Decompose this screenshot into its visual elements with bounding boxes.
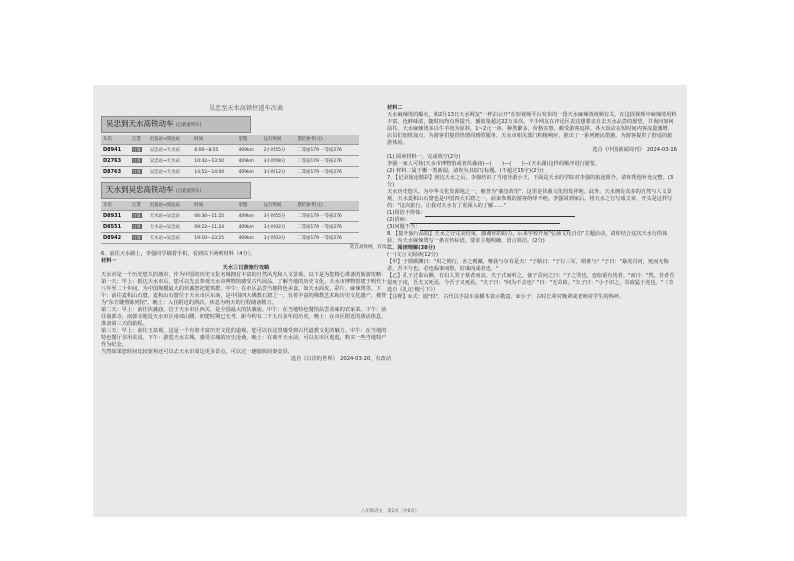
material-1-title: 天水三日游旅行攻略 [222, 265, 270, 271]
material-2-paragraph: 天水麻辣烫的爆火，和2月13日天水网友"一杯泊云开"在短视频平台发布的一段天水麻辣烫视频有关。在这段视频中麻辣烫用料丰富，色鲜味浓，随时间均有所提升，播放量超过22万多次，不少网友在评论区表达想要亲自去天水品尝的愿望，并询问如何前往。天水麻辣烫多以牛羊肉为原料，1~2元一串，种类繁多，价格实惠，颇受游客追捧。各大饭店在短时间内客流量激增，店员们加班加点，为游客们提供热情周到的服务。天水市相关部门积极响应，推出了一系列便民措施，为游客提供了舒适的旅游体验。 [387, 112, 677, 146]
passage-b: 【乙】孔子过泰山侧，有妇人哭于墓者而哀。夫子式而听之，使子贡问之曰："子之哭也，壹似重有忧者。"而曰："然。昔者吾舅死于虎，吾夫又死焉，今吾子又死焉。"夫子曰："何为不去也？"曰："无苛政。"夫子曰："小子识之，苛政猛于虎也。"（节选自《礼记·檀弓下》） [387, 273, 675, 293]
ticket-tag: 订票 [132, 224, 141, 229]
duration: 3小时03分 [262, 233, 296, 244]
route: 天水站→吴忠站 [148, 222, 193, 233]
price: 二等座179 一等座276 [295, 233, 359, 244]
timetable-section-b-banner [101, 182, 251, 199]
section-a-subtitle: (自新道列车) [175, 123, 202, 128]
annotation-note: 【注释】①式：通"轼"，古代以手扶车前横木表示敬意。②小子：古时长辈对晚辈或老师对学生的称呼。 [387, 294, 625, 300]
answer-label: (2)语病： [387, 217, 410, 223]
price: 二等座179 一等座276 [295, 145, 359, 156]
material-2-source: 选自《中国新闻周刊》 2024-03-16 [592, 147, 677, 153]
train-number: D8763 [101, 167, 130, 178]
material-1-paragraph: 第二天：早上：前往伏羲庙，位于天水市区西关，是全国最大的伏羲庙。中午：在当地特色餐馆品尝美味的农家菜。下午：前往南郭寺，南郭寺地处天水市区南郊山腰，初建时期已无考，距今约有二千五百多年的历史。晚上：在市区附近的酒店休息，准备第三天的旅程。 [101, 307, 387, 327]
material-1-paragraph: 第三天：早上：前往玉泉观，这是一个有着丰富历史文化的道观，您可以在这里感受到古代道教文化的魅力。中午：在当地的特色餐厅享用美食。下午：游览天水古城，感受古城的历史沧桑。晚上：在离开天水前，可以在市区逛逛，购买一些当地特产作为纪念。 [101, 328, 387, 348]
material-1-source: 选自《白洋的世界》 2024-03-20，有改动 [290, 356, 391, 362]
table-row [101, 167, 359, 178]
timetable-source: 选自高铁网，有改动 [349, 245, 391, 250]
section-2-heading: 二、阅读理解(38分) [387, 245, 436, 251]
timetable-header-row [101, 201, 359, 211]
header-cell: 时间 [192, 135, 236, 145]
price: 二等座179 一等座276 [295, 222, 359, 233]
section-b-subtitle: (自新道列车) [175, 189, 202, 194]
header-cell: 运行时间 [262, 201, 296, 211]
price: 二等座179 一等座276 [295, 211, 359, 222]
material-2-label: 材料二 [387, 105, 403, 111]
header-cell: 出发站→到达站 [148, 201, 193, 211]
duration: 2小时55分 [262, 145, 296, 156]
header-cell: 运行时间 [262, 135, 296, 145]
train-number: D8551 [101, 222, 130, 233]
ticket-tag: 订票 [132, 147, 141, 152]
duration: 3小时12分 [262, 167, 296, 178]
train-number: D8942 [101, 233, 130, 244]
left-column [101, 85, 391, 363]
time: 09:22—11:24 [192, 222, 236, 233]
table-row [101, 145, 359, 156]
header-cell: 车次 [101, 135, 130, 145]
answer-line-3[interactable] [387, 224, 677, 231]
question-7-body: 天水历史悠久，为中华文化发源地之一，被誉为"羲皇故里"，这里是伏羲文化的发祥地。此外，天水拥有众多的自然与人文景观，天水麦积山石窟也是中国四大石窟之一，前来参观的游客络绎不绝。李强回到家后，将天水之行写成文章，开头是这样写的："这次旅行，让我对天水有了更深入的了解……" [387, 189, 673, 209]
route: 天水站→吴忠站 [148, 211, 193, 222]
distance: 409km [237, 156, 262, 167]
question-6-1: (1) 阅读材料一，完成填空(2分) [387, 154, 461, 160]
train-number: D8941 [101, 145, 130, 156]
distance: 409km [237, 233, 262, 244]
distance: 409km [237, 211, 262, 222]
header-cell: 订票 [130, 201, 148, 211]
train-number: D2763 [101, 156, 130, 167]
table-row [101, 211, 359, 222]
material-1-paragraph: 天水市是一个历史悠久的城市，作为中国的历史文化名城拥有丰富的自然风光和人文景观。以下是为您精心准备的旅游攻略： [101, 272, 387, 278]
table-row [101, 156, 359, 167]
header-cell: 订票 [130, 135, 148, 145]
question-7: 7．【记录旅途精彩】到达天水之后，李强结识了当地导游小王，下面是天水的学院对李强的旅途简介，请你帮他补充完整。(3分) [387, 175, 674, 188]
answer-label: (1)用语不得体： [387, 210, 426, 216]
timetable-section-a-banner [101, 116, 251, 133]
header-cell: 里程 [237, 201, 262, 211]
header-cell: 车次 [101, 201, 130, 211]
time: 06:30—11:25 [192, 211, 236, 222]
ticket-tag: 订票 [132, 169, 141, 174]
table-row [101, 233, 359, 244]
header-cell: 时间 [192, 201, 236, 211]
distance: 409km [237, 167, 262, 178]
answer-line-1[interactable] [387, 210, 677, 217]
ticket-tag: 订票 [132, 158, 141, 163]
time: 19:10—23:25 [192, 233, 236, 244]
train-number: D8931 [101, 211, 130, 222]
header-cell: 票价参考(元) [295, 135, 359, 145]
answer-line-2[interactable] [387, 217, 677, 224]
price: 二等座179 一等座276 [295, 167, 359, 178]
right-column [387, 85, 677, 301]
section-a-title: 吴忠到天水高铁动车 [106, 119, 174, 128]
distance: 409km [237, 145, 262, 156]
material-1-paragraph: 当然如果您时间比较宽裕还可以去天水市周边更多景点，可以过一趟愉快的秦安县。 [101, 349, 293, 355]
timetable-header-row [101, 135, 359, 145]
time: 6:00—8:55 [192, 145, 236, 156]
duration: 3小时55分 [262, 211, 296, 222]
header-cell: 里程 [237, 135, 262, 145]
table-row [101, 222, 359, 233]
material-1-label: 材料一 [101, 258, 117, 264]
time: 10:42—13:50 [192, 156, 236, 167]
price: 二等座179 一等座276 [295, 156, 359, 167]
section-2-sub-heading: (一)文言文阅读(12分) [387, 252, 439, 258]
distance: 409km [237, 222, 262, 233]
question-6: 6．前往天水路上，李强同学刷着手机，看到以下两则材料（4分）。 [101, 251, 256, 257]
passage-a: 【甲】子谓颜渊曰："用之则行，舍之则藏，唯我与尔有是夫！"子路曰："子行三军，则谁与？"子曰："暴虎冯河，死而无悔者，吾不与也。必也临事而惧，好谋而成者也。" [387, 259, 669, 272]
header-cell: 出发站→到达站 [148, 135, 193, 145]
ticket-tag: 订票 [132, 235, 141, 240]
route: 天水站→吴忠站 [148, 233, 193, 244]
section-b-title: 天水到吴忠高铁动车 [106, 185, 174, 194]
question-6-1-fill: 李强一家人可按(天水市博物馆或者伏羲庙)—( )—( )—(天水湖)这样的顺序进行游览。 [387, 161, 601, 167]
exam-page [93, 85, 687, 517]
question-6-2: (2) 材料二属于哪一类新闻，请你为其拟写标题。(不超过15字)(2分) [387, 168, 544, 174]
duration: 3小时08分 [262, 156, 296, 167]
header-cell: 票价参考(元) [295, 201, 359, 211]
timetable-a [101, 135, 359, 178]
timetable-title: 吴忠至天水高铁往返车次表 [208, 105, 284, 112]
time: 14:52—14:04 [192, 167, 236, 178]
material-1-paragraph: 第一天：早上：抵达天水市后，您可以先去参观天水市博物馆感受古代展品。了解当地的历史文化。天水市博物馆建于明代十八年至二十年间，为中国规模最大的伏羲祭祀建筑群。中午：在市区品尝当地特色美食，如天水面皮、彩片、麻辣烫等。下午：前往麦积山石窟，麦积山石窟位于天水市区东南，是中国四大佛教石窟之一，有着丰富的佛教艺术和历史文化遗产，被誉为"东方雕塑陈列馆"。晚上：入住附近的酒店，休息为明天的行程储备精力。 [101, 279, 387, 306]
timetable-b [101, 201, 359, 244]
route: 吴忠站→天水站 [148, 156, 193, 167]
route: 吴忠站→天水站 [148, 145, 193, 156]
route: 吴忠站→天水站 [148, 167, 193, 178]
question-8: 8．【提升旅行品质】天水之行完美结束，感谢你的助力。后来学校开展"弘扬文化自信"主题活动，请你结合这次天水行的体验，为天水麻辣烫写一条宣传标语，要求主题明确，语言简洁。(2分) [387, 231, 668, 244]
page-footer: 八年级语文 第2页（共6页） [360, 509, 420, 514]
answer-label: (3)问题不当： [387, 224, 421, 230]
duration: 3小时02分 [262, 222, 296, 233]
ticket-tag: 订票 [132, 213, 141, 218]
